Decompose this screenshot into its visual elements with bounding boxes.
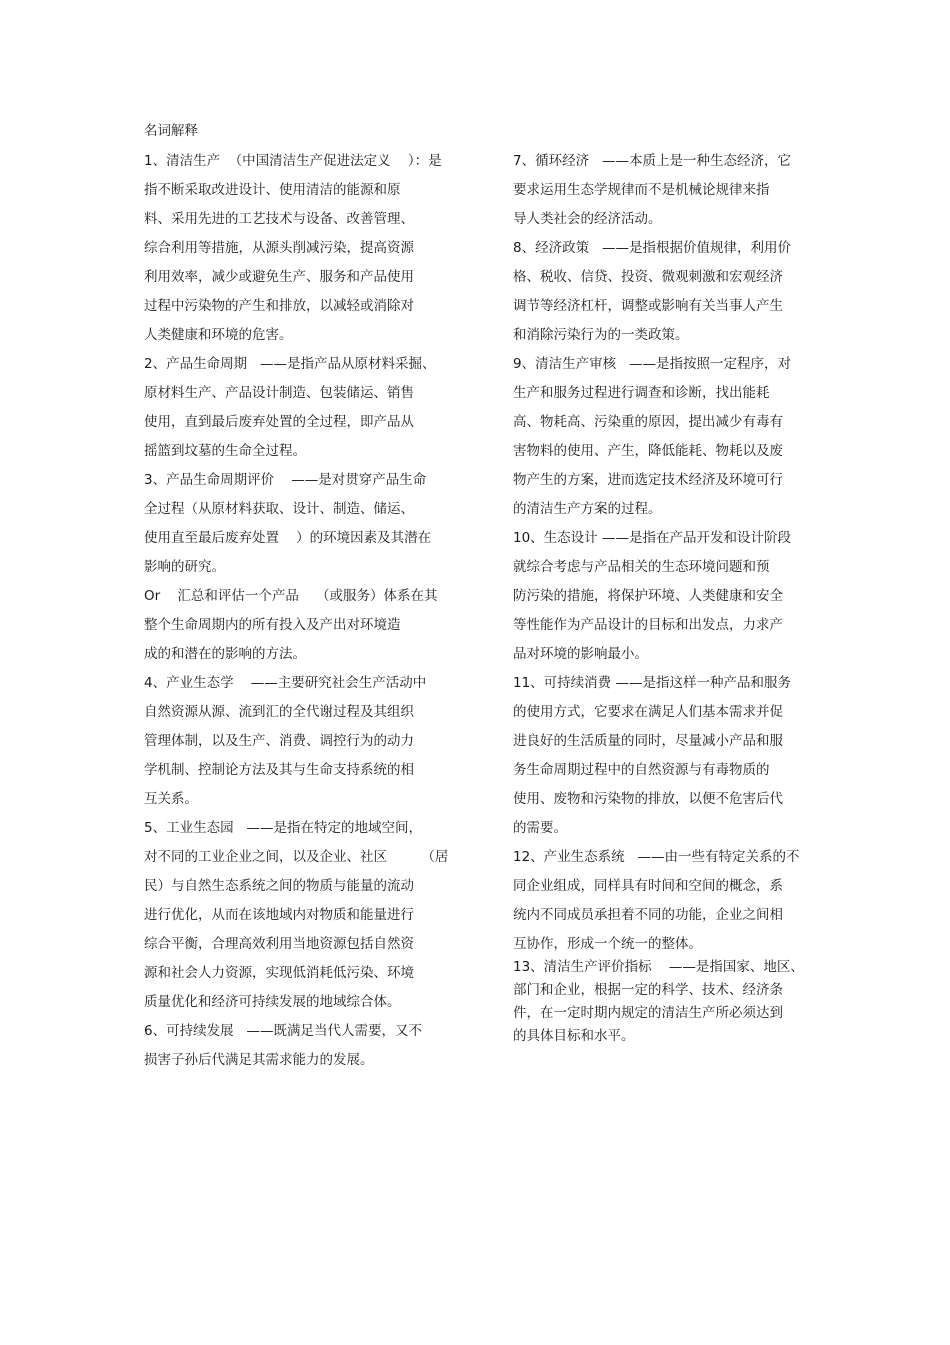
text-line: 整个生命周期内的所有投入及产出对环境造	[144, 617, 401, 633]
text-line: 质量优化和经济可持续发展的地域综合体。	[144, 994, 401, 1010]
text-line: 10、生态设计 ——是指在产品开发和设计阶段	[513, 530, 791, 546]
text-line: 物产生的方案，进而选定技术经济及环境可行	[513, 472, 783, 488]
term-entry-10	[513, 529, 831, 674]
text-line: 综合利用等措施，从源头削减污染，提高资源	[144, 240, 414, 256]
text-line: 影响的研究。	[144, 559, 225, 575]
text-line: 同企业组成，同样具有时间和空间的概念，系	[513, 878, 783, 894]
text-line: 务生命周期过程中的自然资源与有毒物质的	[513, 762, 770, 778]
text-line: 使用直至最后废弃处置 ）的环境因素及其潜在	[144, 530, 432, 546]
term-entry-3	[144, 471, 489, 587]
text-line: 使用、废物和污染物的排放，以便不危害后代	[513, 791, 783, 807]
text-line: 对不同的工业企业之间，以及企业、社区 （居	[144, 849, 449, 865]
text-line: 高、物耗高、污染重的原因，提出减少有毒有	[513, 414, 783, 430]
term-entry-5	[144, 819, 489, 1022]
text-line: 4、产业生态学 ——主要研究社会生产活动中	[144, 675, 427, 691]
text-line: 原材料生产、产品设计制造、包装储运、销售	[144, 385, 414, 401]
text-line: 民）与自然生态系统之间的物质与能量的流动	[144, 878, 414, 894]
right-column	[513, 152, 831, 1050]
text-line: 就综合考虑与产品相关的生态环境问题和预	[513, 559, 770, 575]
text-line: 格、税收、信贷、投资、微观刺激和宏观经济	[513, 269, 783, 285]
text-line: 的具体目标和水平。	[513, 1028, 635, 1044]
term-entry-11	[513, 674, 831, 848]
term-entry-7	[513, 152, 831, 239]
left-column	[144, 152, 489, 1080]
text-line: 的清洁生产方案的过程。	[513, 501, 662, 517]
text-line: Or 汇总和评估一个产品 （或服务）体系在其	[144, 588, 438, 604]
text-line: 导人类社会的经济活动。	[513, 211, 662, 227]
text-line: 生产和服务过程进行调查和诊断，找出能耗	[513, 385, 770, 401]
text-line: 成的和潜在的影响的方法。	[144, 646, 306, 662]
text-line: 摇篮到坟墓的生命全过程。	[144, 443, 306, 459]
text-line: 人类健康和环境的危害。	[144, 327, 293, 343]
text-line: 防污染的措施，将保护环境、人类健康和安全	[513, 588, 783, 604]
text-line: 进良好的生活质量的同时，尽量减小产品和服	[513, 733, 783, 749]
text-line: 8、经济政策 ——是指根据价值规律，利用价	[513, 240, 791, 256]
text-line: 全过程（从原材料获取、设计、制造、储运、	[144, 501, 414, 517]
text-line: 12、产业生态系统 ——由一些有特定关系的不	[513, 849, 800, 865]
text-line: 进行优化，从而在该地域内对物质和能量进行	[144, 907, 414, 923]
text-line: 1、清洁生产 （中国清洁生产促进法定义 ）：是	[144, 153, 442, 169]
text-line: 的需要。	[513, 820, 567, 836]
text-line: 害物料的使用、产生，降低能耗、物耗以及废	[513, 443, 783, 459]
term-entry-1	[144, 152, 489, 355]
text-line: 13、清洁生产评价指标 ——是指国家、地区、	[513, 959, 804, 975]
term-entry-9	[513, 355, 831, 529]
text-line: 管理体制，以及生产、消费、调控行为的动力	[144, 733, 414, 749]
text-line: 件，在一定时期内规定的清洁生产所必须达到	[513, 1005, 783, 1021]
text-line: 的使用方式，它要求在满足人们基本需求并促	[513, 704, 783, 720]
text-line: 要求运用生态学规律而不是机械论规律来指	[513, 182, 770, 198]
text-line: 统内不同成员承担着不同的功能，企业之间相	[513, 907, 783, 923]
text-line: 3、产品生命周期评价 ——是对贯穿产品生命	[144, 472, 427, 488]
text-line: 和消除污染行为的一类政策。	[513, 327, 689, 343]
text-line: 自然资源从源、流到汇的全代谢过程及其组织	[144, 704, 414, 720]
text-line: 使用，直到最后废弃处置的全过程，即产品从	[144, 414, 414, 430]
text-line: 指不断采取改进设计、使用清洁的能源和原	[144, 182, 401, 198]
text-line: 5、工业生态园 ——是指在特定的地域空间，	[144, 820, 422, 836]
term-entry-2	[144, 355, 489, 471]
term-entry-3-alternative	[144, 587, 489, 674]
text-line: 部门和企业，根据一定的科学、技术、经济条	[513, 982, 783, 998]
text-line: 6、可持续发展 ——既满足当代人需要，又不	[144, 1023, 422, 1039]
text-line: 过程中污染物的产生和排放，以减轻或消除对	[144, 298, 414, 314]
term-entry-12	[513, 848, 831, 958]
term-entry-6	[144, 1022, 489, 1080]
text-line: 损害子孙后代满足其需求能力的发展。	[144, 1052, 374, 1068]
text-line: 品对环境的影响最小。	[513, 646, 648, 662]
text-line: 调节等经济杠杆，调整或影响有关当事人产生	[513, 298, 783, 314]
text-line: 9、清洁生产审核 ——是指按照一定程序，对	[513, 356, 791, 372]
text-line: 互协作，形成一个统一的整体。	[513, 936, 702, 952]
text-line: 互关系。	[144, 791, 198, 807]
text-line: 料、采用先进的工艺技术与设备、改善管理、	[144, 211, 414, 227]
text-line: 学机制、控制论方法及其与生命支持系统的相	[144, 762, 414, 778]
text-line: 11、可持续消费 ——是指这样一种产品和服务	[513, 675, 791, 691]
term-entry-13	[513, 958, 831, 1050]
page-title: 名词解释	[144, 123, 198, 139]
text-line: 综合平衡，合理高效利用当地资源包括自然资	[144, 936, 414, 952]
term-entry-8	[513, 239, 831, 355]
term-entry-4	[144, 674, 489, 819]
text-line: 利用效率，减少或避免生产、服务和产品使用	[144, 269, 414, 285]
text-line: 2、产品生命周期 ——是指产品从原材料采掘、	[144, 356, 436, 372]
text-line: 源和社会人力资源，实现低消耗低污染、环境	[144, 965, 414, 981]
text-line: 7、循环经济 ——本质上是一种生态经济，它	[513, 153, 791, 169]
text-line: 等性能作为产品设计的目标和出发点，力求产	[513, 617, 783, 633]
